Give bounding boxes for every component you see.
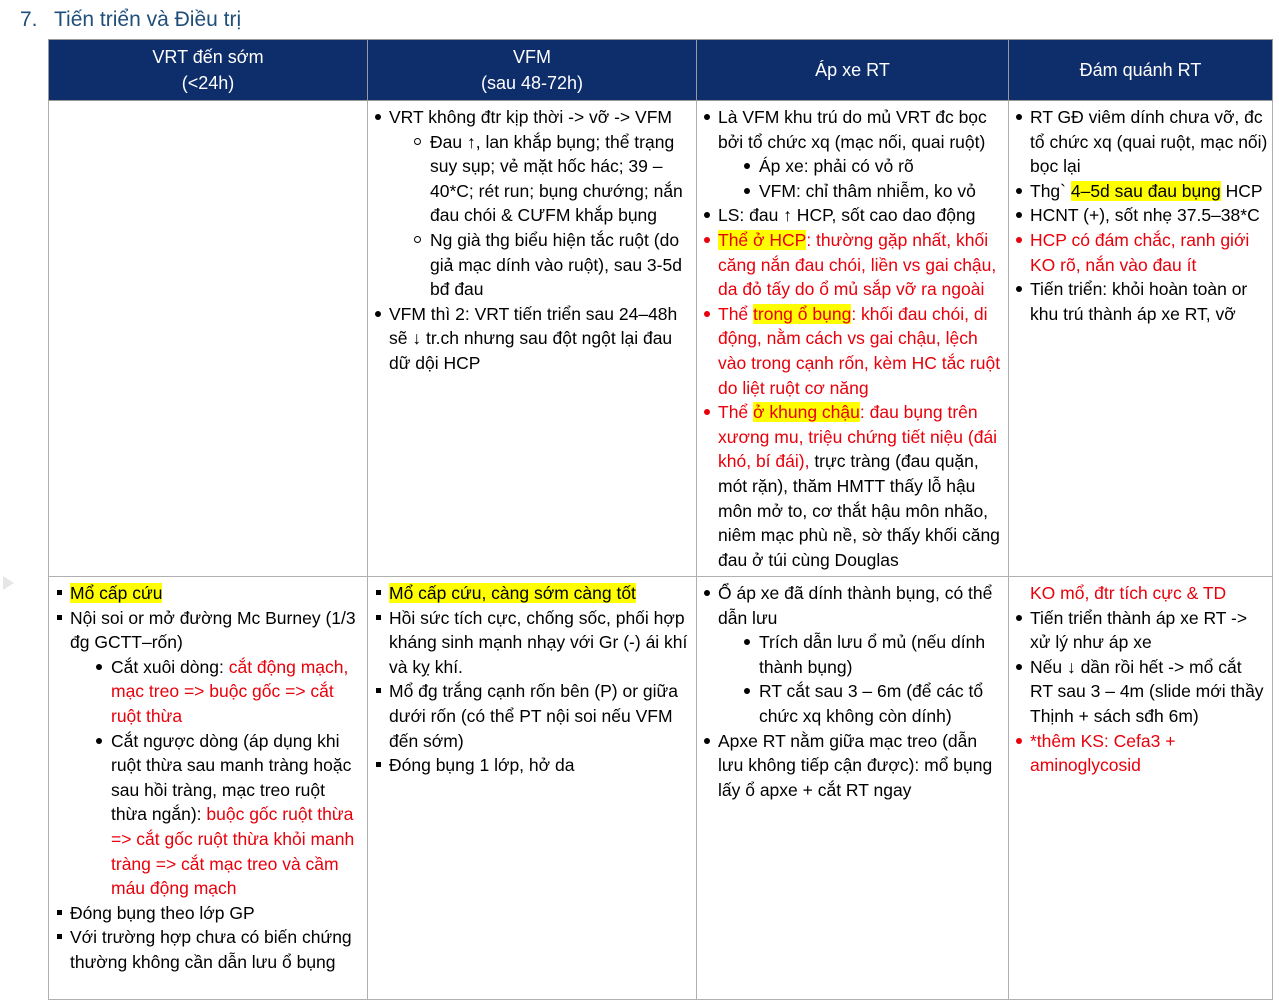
list-item: Là VFM khu trú do mủ VRT đc bọc bởi tổ chức xq (mạc nối, quai ruột) Áp xe: phải có vỏ rõ VFM: chỉ thâm nhiễm, ko vỏ <box>701 105 1004 203</box>
cell-apxe-progression <box>697 101 1009 577</box>
list-item: Thể ở HCP: thường gặp nhất, khối căng nắn đau chói, liền vs gai chậu, da đỏ tấy do ổ mủ sắp vỡ ra ngoài <box>701 228 1004 302</box>
list-item: Với trường hợp chưa có biến chứng thường không cần dẫn lưu ổ bụng <box>53 925 363 974</box>
list-item: Tiến triển: khỏi hoàn toàn or khu trú thành áp xe RT, vỡ <box>1013 277 1268 326</box>
list-item: HCNT (+), sốt nhẹ 37.5–38*C <box>1013 203 1268 228</box>
list-item: Thể trong ổ bụng: khối đau chói, di động, nằm cách vs gai chậu, lệch vào trong cạnh rốn, kèm HC tắc ruột do liệt ruột cơ năng <box>701 302 1004 400</box>
cell-vfm-treatment <box>368 577 697 1000</box>
list-item: Nếu ↓ dần rồi hết -> mổ cắt RT sau 3 – 4m (slide mới thầy Thịnh + sách sđh 6m) <box>1013 655 1268 729</box>
list-item: RT GĐ viêm dính chưa vỡ, đc tổ chức xq (quai ruột, mạc nối) bọc lại <box>1013 105 1268 179</box>
list-item: Cắt xuôi dòng: cắt động mạch, mạc treo => buộc gốc => cắt ruột thừa <box>70 655 363 729</box>
section-title: Tiến triển và Điều trị <box>54 8 242 31</box>
list-item: Nội soi or mở đường Mc Burney (1/3 đg GCTT–rốn) Cắt xuôi dòng: cắt động mạch, mạc treo => buộc gốc => cắt ruột thừa Cắt ngược dòng (áp dụng khi ruột thừa sau manh tràng hoặc sau hồi tràng, mạc treo ruột thừa ngắn): buộc gốc ruột thừa => cắt gốc ruột thừa khỏi manh tràng => cắt mạc treo và cầm máu động mạch <box>53 606 363 901</box>
list-item: Mổ đg trắng cạnh rốn bên (P) or giữa dưới rốn (có thể PT nội soi nếu VFM đến sớm) <box>372 679 692 753</box>
list-item: Apxe RT nằm giữa mạc treo (dẫn lưu không tiếp cận được): mổ bụng lấy ổ apxe + cắt RT ngay <box>701 729 1004 803</box>
list-item: Ổ áp xe đã dính thành bụng, có thể dẫn lưu Trích dẫn lưu ổ mủ (nếu dính thành bụng) RT cắt sau 3 – 6m (để các tổ chức xq không còn dính) <box>701 581 1004 729</box>
list-item: Tiến triển thành áp xe RT -> xử lý như áp xe <box>1013 606 1268 655</box>
list-item: Áp xe: phải có vỏ rõ <box>718 154 1004 179</box>
cell-vrt-treatment <box>49 577 368 1000</box>
list-item: Ng già thg biểu hiện tắc ruột (do giả mạc dính vào ruột), sau 3-5d bđ đau <box>389 228 692 302</box>
list-item: Cắt ngược dòng (áp dụng khi ruột thừa sau manh tràng hoặc sau hồi tràng, mạc treo ruột thừa ngắn): buộc gốc ruột thừa => cắt gốc ruột thừa khỏi manh tràng => cắt mạc treo và cầm máu động mạch <box>70 729 363 901</box>
list-item: VFM: chỉ thâm nhiễm, ko vỏ <box>718 179 1004 204</box>
header-apxe: Áp xe RT <box>697 40 1009 101</box>
header-dam-quanh: Đám quánh RT <box>1009 40 1273 101</box>
header-row <box>49 40 1273 101</box>
cell-vfm-progression <box>368 101 697 577</box>
list-item: Mổ cấp cứu, càng sớm càng tốt <box>372 581 692 606</box>
list-item: VRT không đtr kịp thời -> vỡ -> VFM Đau ↑, lan khắp bụng; thể trạng suy sụp; vẻ mặt hốc hác; 39 – 40*C; rét run; bụng chướng; nắn đau chói & CƯFM khắp bụng Ng già thg biểu hiện tắc ruột (do giả mạc dính vào ruột), sau 3-5d bđ đau <box>372 105 692 302</box>
list-item: HCP có đám chắc, ranh giới KO rõ, nắn vào đau ít <box>1013 228 1268 277</box>
row-marker-icon <box>3 576 14 590</box>
list-item: LS: đau ↑ HCP, sốt cao dao động <box>701 203 1004 228</box>
list-item: VFM thì 2: VRT tiến triển sau 24–48h sẽ ↓ tr.ch nhưng sau đột ngột lại đau dữ dội HCP <box>372 302 692 376</box>
section-heading <box>20 8 241 32</box>
cell-vrt-progression <box>49 101 368 577</box>
cell-apxe-treatment <box>697 577 1009 1000</box>
list-item: Đóng bụng theo lớp GP <box>53 901 363 926</box>
list-item: RT cắt sau 3 – 6m (để các tổ chức xq không còn dính) <box>718 679 1004 728</box>
table-row-progression <box>49 101 1273 577</box>
header-vfm: VFM (sau 48-72h) <box>368 40 697 101</box>
list-item: Thg` 4–5d sau đau bụng HCP <box>1013 179 1268 204</box>
list-item: Hồi sức tích cực, chống sốc, phối hợp kháng sinh mạnh nhạy với Gr (-) ái khí và kỵ khí. <box>372 606 692 680</box>
table-row-treatment <box>49 577 1273 1000</box>
section-number: 7. <box>20 8 38 31</box>
list-item: Mổ cấp cứu <box>53 581 363 606</box>
cell-dam-quanh-treatment <box>1009 577 1273 1000</box>
cell-dam-quanh-progression <box>1009 101 1273 577</box>
list-item: Đóng bụng 1 lớp, hở da <box>372 753 692 778</box>
treatment-intro: KO mổ, đtr tích cực & TD <box>1030 583 1227 603</box>
list-item: *thêm KS: Cefa3 + aminoglycosid <box>1013 729 1268 778</box>
treatment-table <box>48 39 1273 1000</box>
list-item: Đau ↑, lan khắp bụng; thể trạng suy sụp; vẻ mặt hốc hác; 39 – 40*C; rét run; bụng chướng; nắn đau chói & CƯFM khắp bụng <box>389 130 692 228</box>
list-item: Trích dẫn lưu ổ mủ (nếu dính thành bụng) <box>718 630 1004 679</box>
header-vrt: VRT đến sớm (<24h) <box>49 40 368 101</box>
list-item: Thể ở khung chậu: đau bụng trên xương mu, triệu chứng tiết niệu (đái khó, bí đái), trực tràng (đau quặn, mót rặn), thăm HMTT thấy lỗ hậu môn mở to, cơ thắt hậu môn nhão, niêm mạc phù nề, sờ thấy khối căng đau ở túi cùng Douglas <box>701 400 1004 572</box>
